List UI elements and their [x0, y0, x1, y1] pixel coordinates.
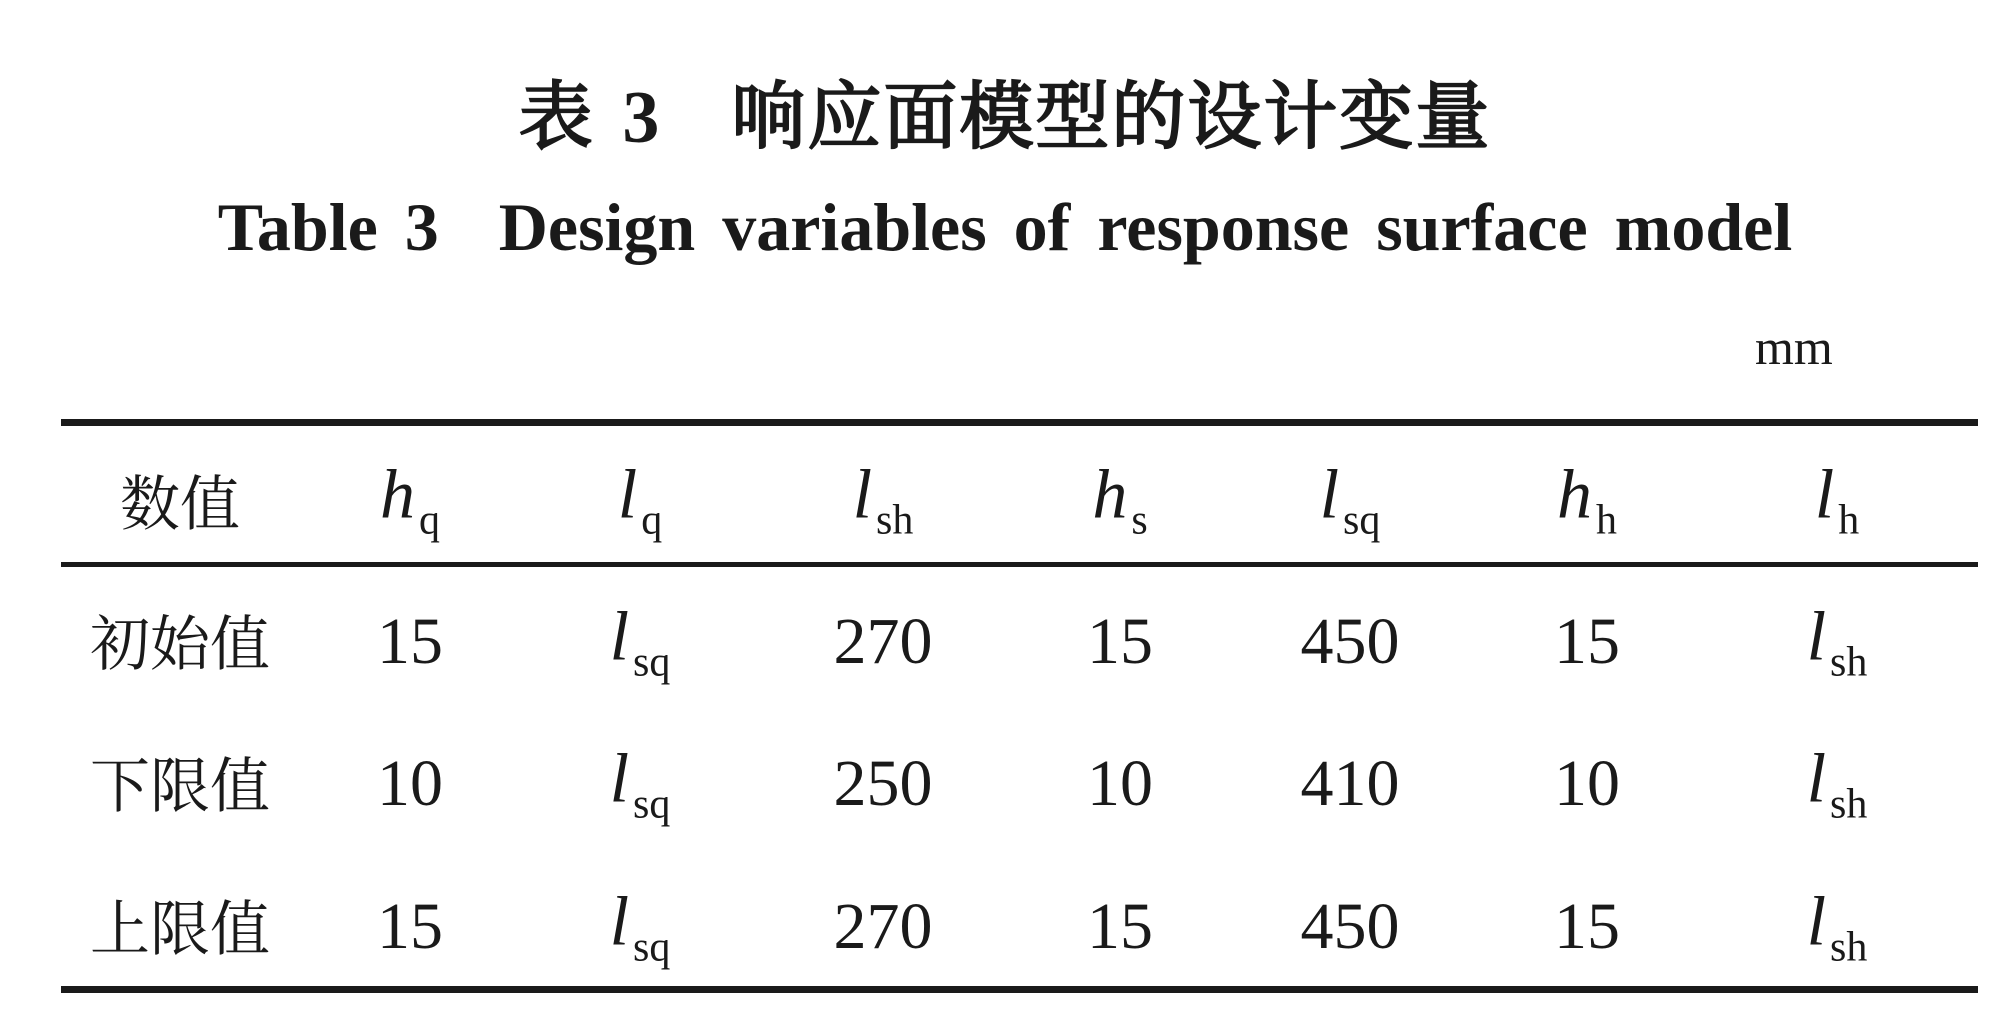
- variable-symbol: l: [1806, 883, 1827, 961]
- variable-symbol: h: [1092, 456, 1128, 534]
- unit-label: mm: [1755, 319, 1833, 375]
- title-number: 3: [404, 189, 439, 265]
- table-cell: 270: [833, 605, 933, 678]
- row-label: 上限值: [90, 895, 270, 965]
- variable-subscript: sh: [1830, 639, 1868, 686]
- variable-symbol: l: [609, 598, 630, 676]
- variable-subscript: sq: [633, 639, 671, 686]
- variable-subscript: q: [641, 497, 663, 544]
- table-cell: 15: [1554, 605, 1620, 678]
- variable-subscript: sh: [1830, 781, 1868, 828]
- row-label: 下限值: [90, 752, 270, 822]
- table-cell: 10: [1554, 747, 1620, 820]
- table-cell: 15: [377, 890, 443, 963]
- header-cell: [1320, 456, 1381, 545]
- table-cell: 10: [377, 747, 443, 820]
- bottom-rule: [61, 986, 1978, 993]
- table-cell: 15: [377, 605, 443, 678]
- variable-symbol: l: [1319, 456, 1340, 534]
- variable-symbol: l: [1806, 740, 1827, 818]
- title-label: 表: [518, 74, 595, 160]
- table-cell: [1807, 740, 1868, 829]
- title-label: Table: [217, 189, 378, 265]
- table-cell: 270: [833, 890, 933, 963]
- table-cell: [610, 598, 671, 687]
- variable-symbol: l: [609, 740, 630, 818]
- table-cell: 15: [1554, 890, 1620, 963]
- table-cell: [1807, 598, 1868, 687]
- header-cell: [380, 456, 440, 545]
- variable-symbol: l: [1806, 598, 1827, 676]
- row-label: 初始值: [90, 610, 270, 680]
- variable-symbol: h: [380, 456, 415, 534]
- variable-subscript: h: [1596, 497, 1617, 544]
- table-cell: [1807, 883, 1868, 972]
- table-title-chinese: [0, 58, 2010, 164]
- table-cell: [610, 883, 671, 972]
- table-cell: 450: [1300, 605, 1400, 678]
- variable-subscript: sq: [1343, 497, 1381, 544]
- variable-symbol: l: [609, 883, 630, 961]
- variable-subscript: sh: [1830, 924, 1868, 971]
- variable-subscript: h: [1838, 497, 1860, 544]
- header-cell: 数值: [120, 470, 240, 540]
- variable-subscript: sq: [633, 924, 671, 971]
- table-cell: 250: [833, 747, 933, 820]
- header-cell: [618, 456, 662, 545]
- title-text: Design variables of response surface model: [498, 189, 1793, 265]
- table-cell: 450: [1300, 890, 1400, 963]
- table-cell: 410: [1300, 747, 1400, 820]
- variable-subscript: s: [1131, 497, 1148, 544]
- header-cell: [853, 456, 914, 545]
- variable-subscript: sq: [633, 781, 671, 828]
- variable-subscript: q: [419, 497, 440, 544]
- title-number: 3: [622, 77, 662, 159]
- variable-symbol: l: [852, 456, 873, 534]
- variable-symbol: h: [1557, 456, 1592, 534]
- title-text: 响应面模型的设计变量: [731, 74, 1492, 160]
- header-cell: [1557, 456, 1617, 545]
- table-cell: [610, 740, 671, 829]
- header-cell: [1815, 456, 1859, 545]
- table-title-english: [0, 188, 2010, 267]
- variable-symbol: l: [1814, 456, 1835, 534]
- table-cell: 15: [1087, 605, 1153, 678]
- variable-symbol: l: [617, 456, 638, 534]
- header-cell: [1092, 456, 1147, 545]
- table-cell: 10: [1087, 747, 1153, 820]
- top-rule: [61, 419, 1978, 426]
- variable-subscript: sh: [876, 497, 914, 544]
- table-cell: 15: [1087, 890, 1153, 963]
- header-rule: [61, 562, 1978, 567]
